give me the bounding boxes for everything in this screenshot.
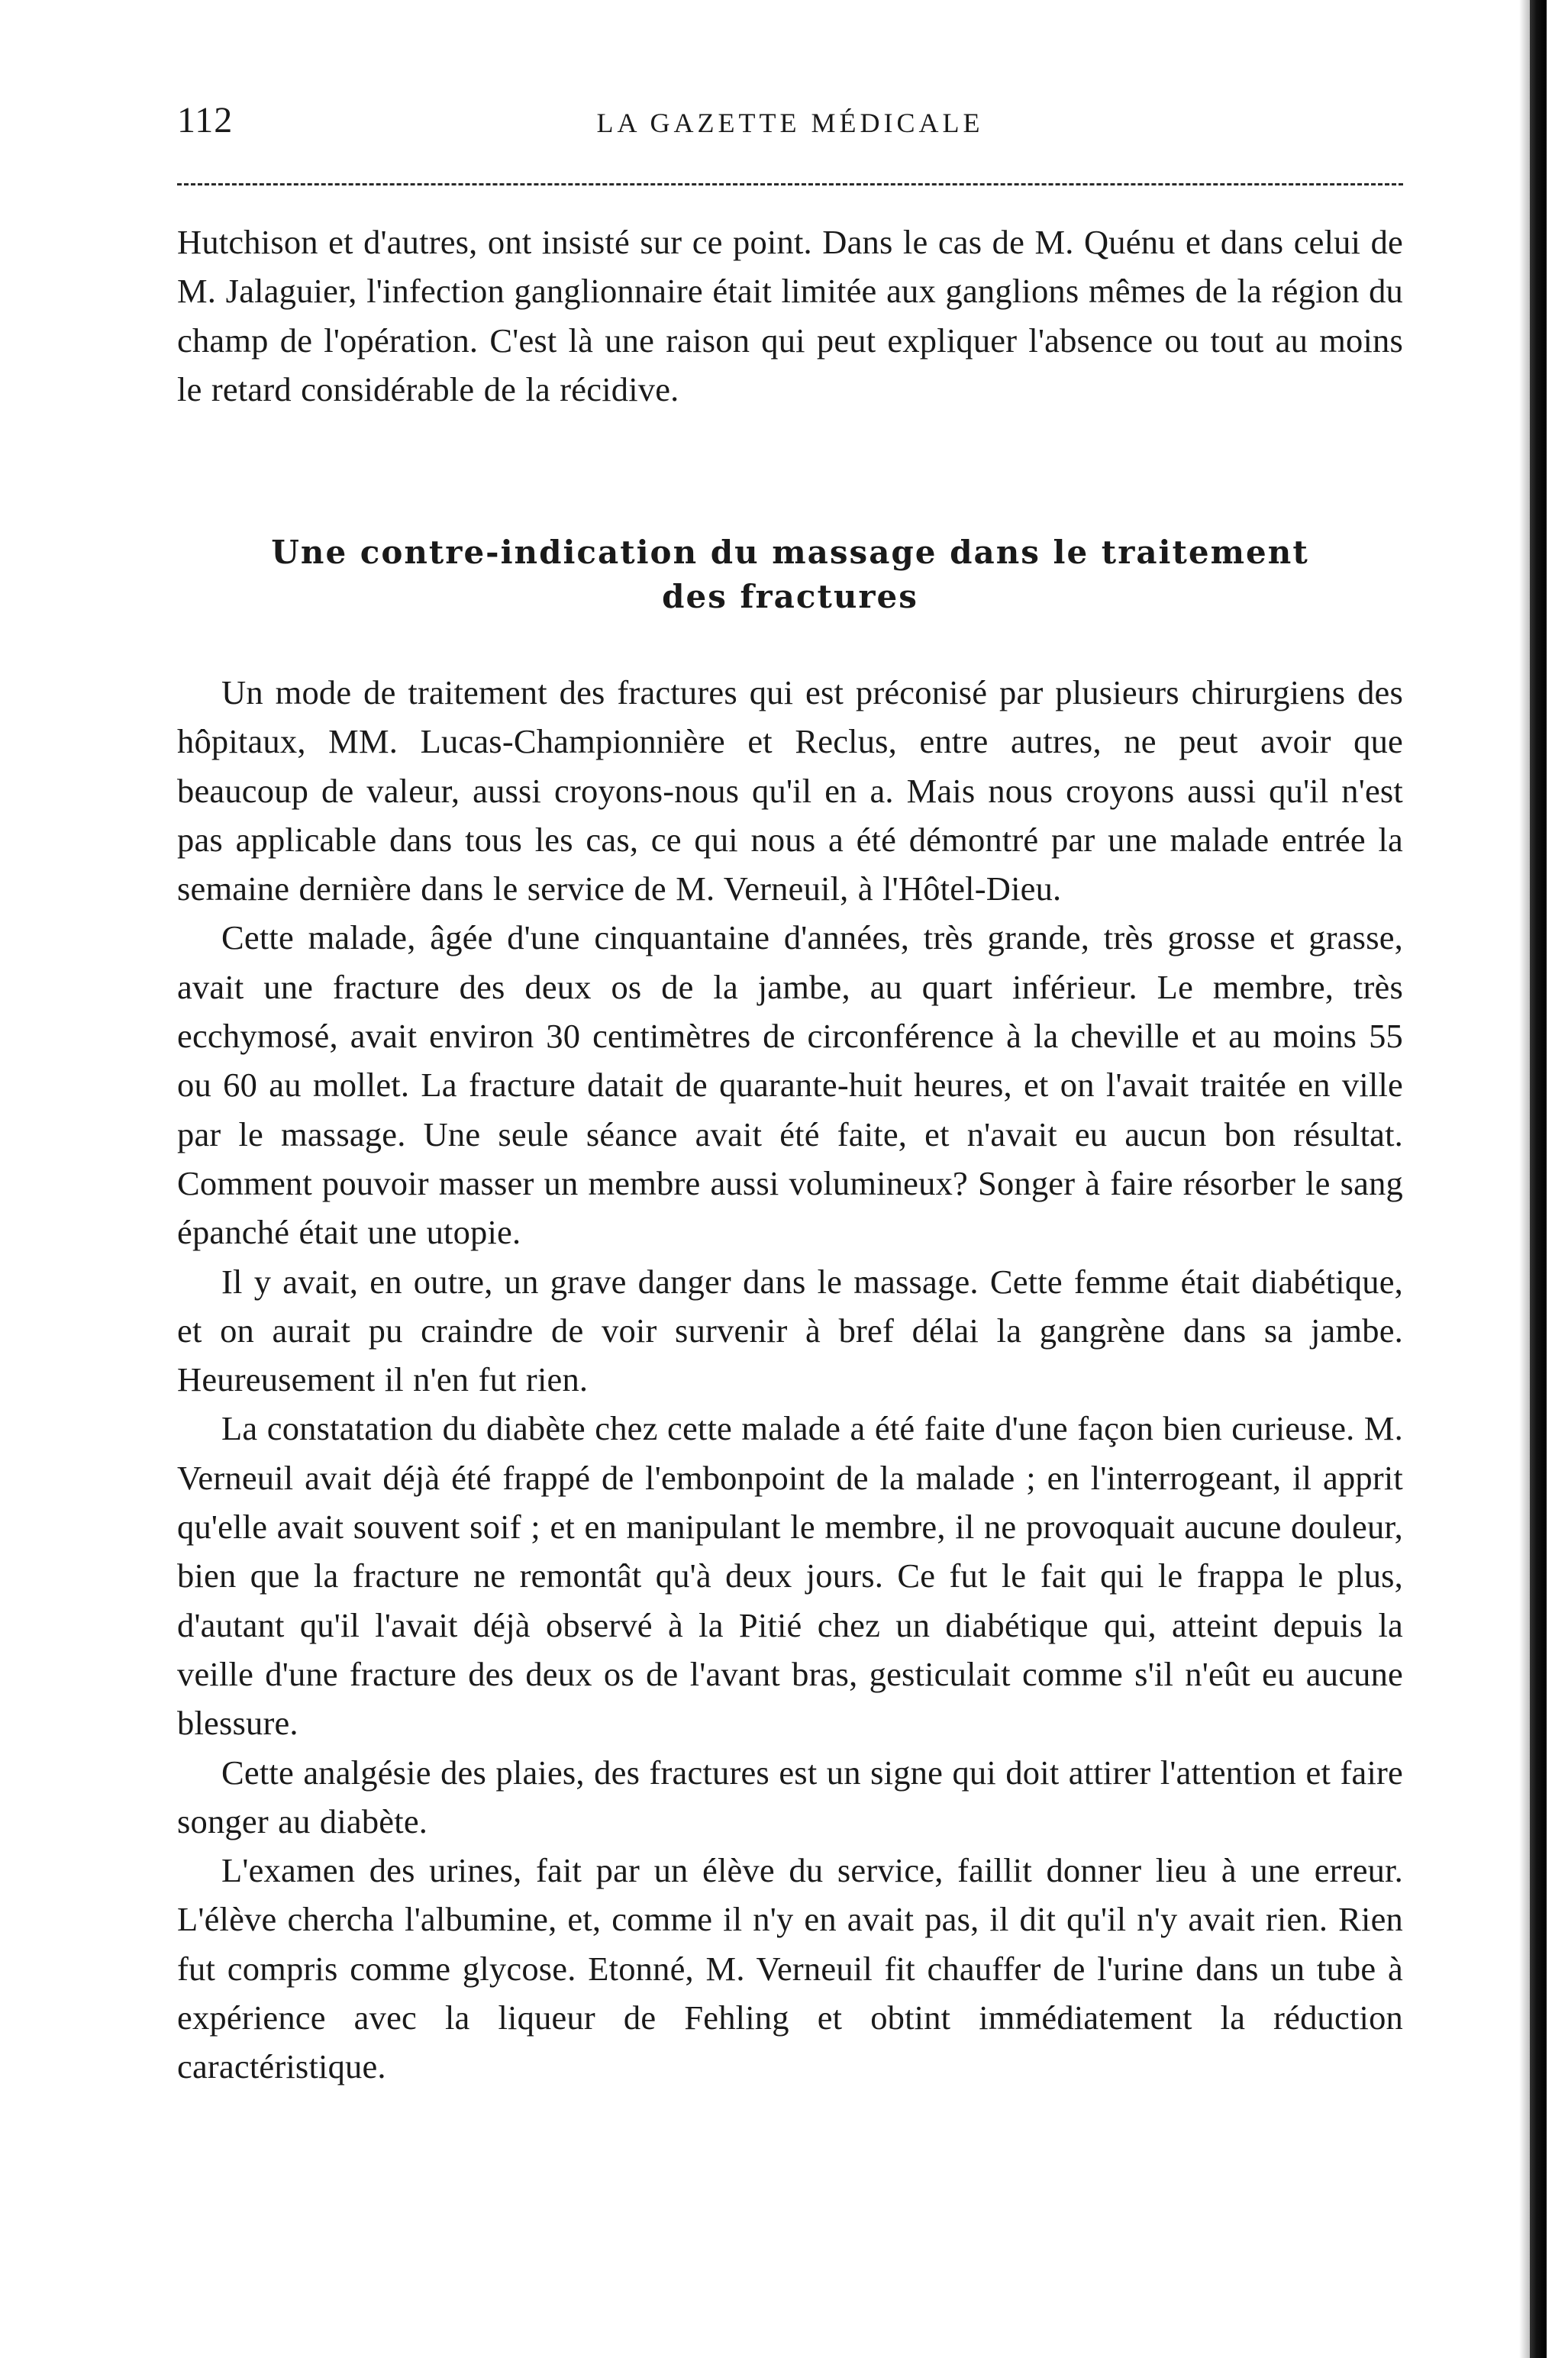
scan-edge-shadow — [1519, 0, 1530, 2358]
paragraph-5: Cette analgésie des plaies, des fractures est un signe qui doit attirer l'attention et faire songer au diabète. — [177, 1753, 1403, 1840]
section-body — [177, 668, 1403, 2092]
paragraph-4: La constatation du diabète chez cette malade a été faite d'une façon bien curieuse. M. Verneuil avait déjà été frappé de l'embonpoint de la malade ; en l'interrogeant, il apprit qu'elle avait souvent soif ; et en manipulant le membre, il ne provoquait aucune douleur, bien que la fracture ne remontât qu'à deux jours. Ce fut le fait qui le frappa le plus, d'autant qu'il l'avait déjà observé à la Pitié chez un diabétique qui, atteint depuis la veille d'une fracture des deux os de l'avant bras, gesticulait comme s'il n'eût eu aucune blessure. — [177, 1409, 1403, 1743]
running-head — [177, 99, 1403, 153]
page-number: 112 — [177, 100, 234, 140]
section-heading — [177, 531, 1403, 619]
opening-text — [177, 218, 1403, 414]
section-heading-line-1: Une contre-indication du massage dans le traitement — [271, 534, 1309, 571]
opening-paragraph: Hutchison et d'autres, ont insisté sur ce point. Dans le cas de M. Quénu et dans celui de M. Jalaguier, l'infection ganglionnaire était limitée aux ganglions mêmes de la région du champ de l'opération. C'est là une raison qui peut expliquer l'absence ou tout au moins le retard considérable de la récidive. — [177, 223, 1403, 408]
paragraph-1: Un mode de traitement des fractures qui est préconisé par plusieurs chirurgiens des hôpitaux, MM. Lucas-Championnière et Reclus, entre autres, ne peut avoir que beaucoup de valeur, aussi croyons-nous qu'il en a. Mais nous croyons aussi qu'il n'est pas applicable dans tous les cas, ce qui nous a été démontré par une malade entrée la semaine dernière dans le service de M. Verneuil, à l'Hôtel-Dieu. — [177, 673, 1403, 908]
paragraph-6: L'examen des urines, fait par un élève du service, faillit donner lieu à une erreur. L'élève chercha l'albumine, et, comme il n'y en avait pas, il dit qu'il n'y avait rien. Rien fut compris comme glycose. Etonné, M. Verneuil fit chauffer de l'urine dans un tube à expérience avec la liqueur de Fehling et obtint immédiatement la réduction caractéristique. — [177, 1851, 1403, 2086]
paragraph-3: Il y avait, en outre, un grave danger dans le massage. Cette femme était diabétique, et on aurait pu craindre de voir survenir à bref délai la gangrène dans sa jambe. Heureusement il n'en fut rien. — [177, 1262, 1403, 1399]
header-rule — [177, 183, 1403, 185]
scan-edge — [1530, 0, 1547, 2358]
paragraph-2: Cette malade, âgée d'une cinquantaine d'années, très grande, très grosse et grasse, avait une fracture des deux os de la jambe, au quart inférieur. Le membre, très ecchymosé, avait environ 30 centimètres de circonférence à la cheville et au moins 55 ou 60 au mollet. La fracture datait de quarante-huit heures, et on l'avait traitée en ville par le massage. Une seule séance avait été faite, et n'avait eu aucun bon résultat. Comment pouvoir masser un membre aussi volumineux? Songer à faire résorber le sang épanché était une utopie. — [177, 918, 1403, 1252]
section-heading-line-2: des fractures — [662, 578, 918, 615]
journal-title: LA GAZETTE MÉDICALE — [596, 108, 984, 138]
